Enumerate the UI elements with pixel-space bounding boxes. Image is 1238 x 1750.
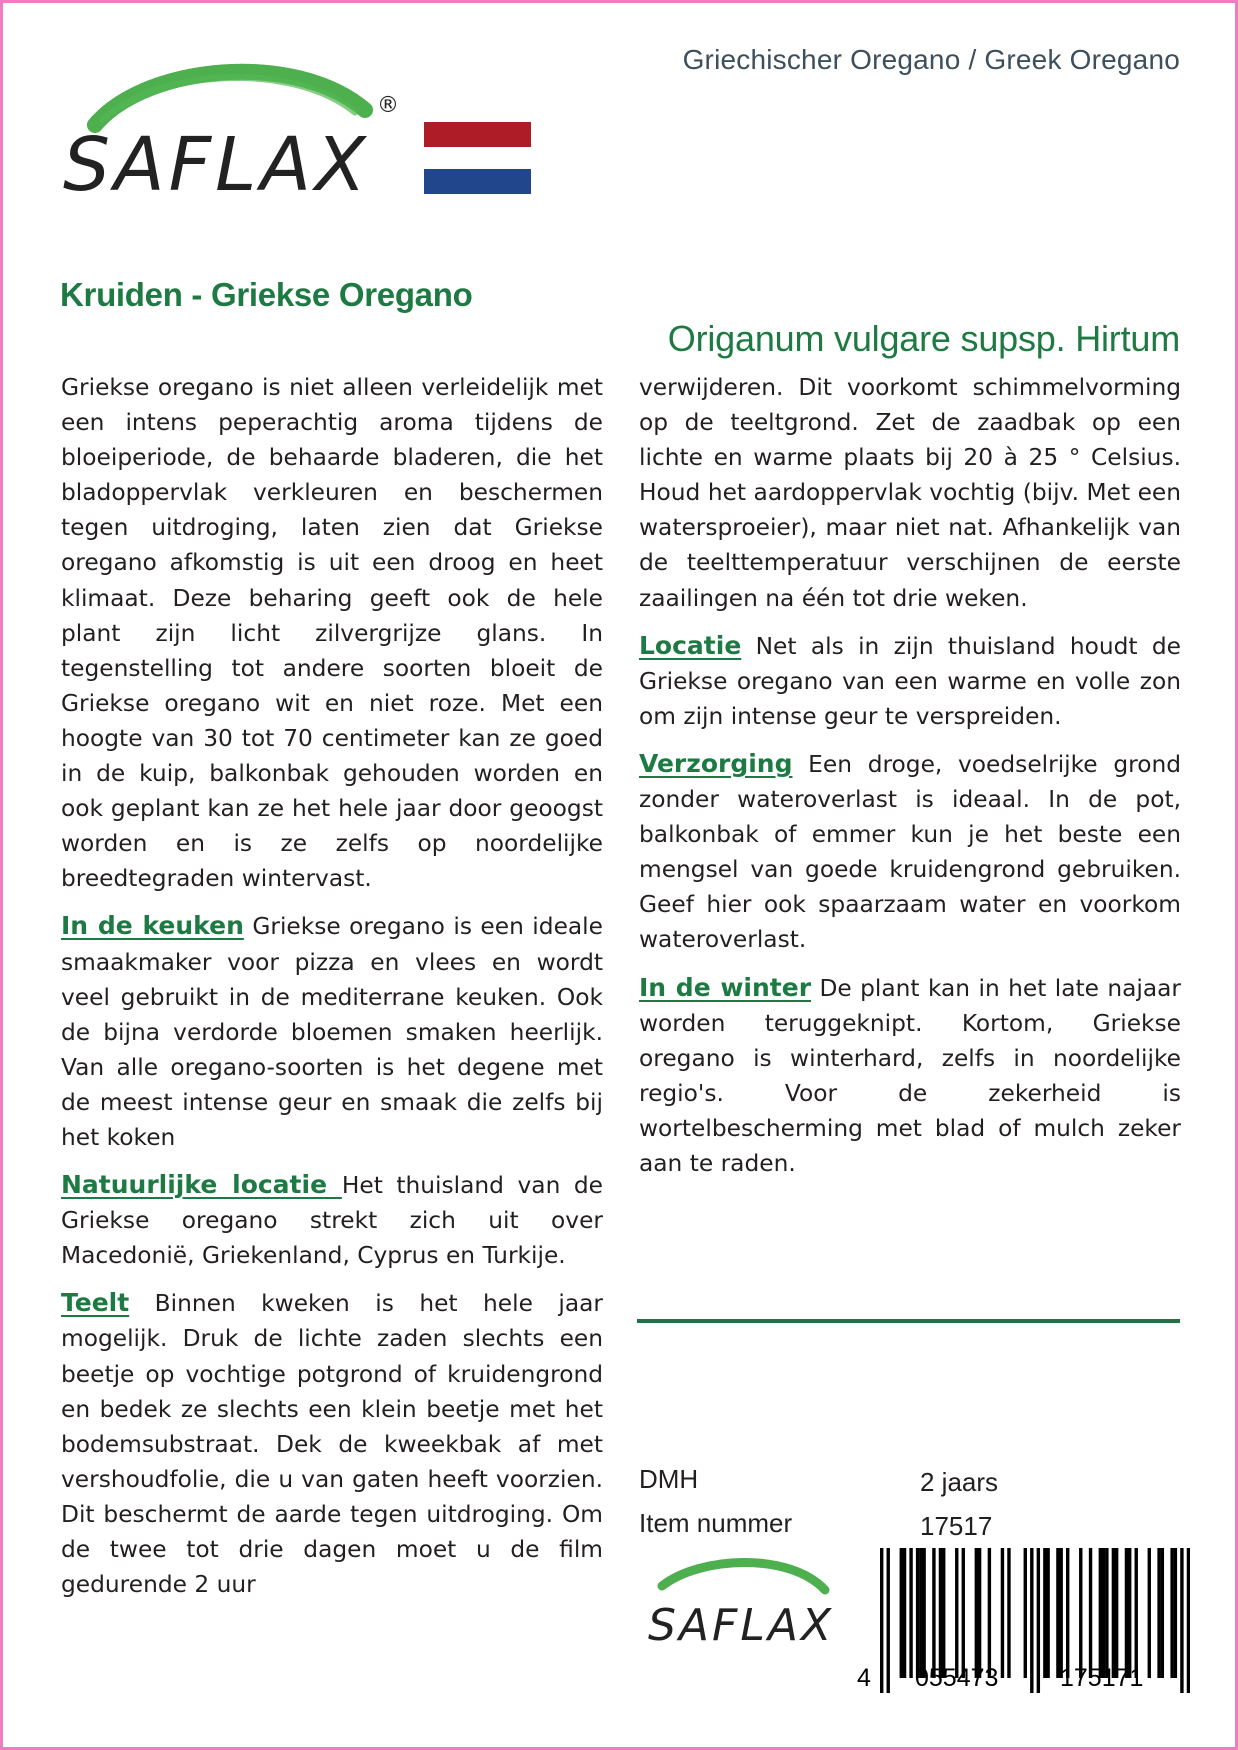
- barcode-bar: [1170, 1548, 1173, 1678]
- barcode-bar: [975, 1548, 978, 1678]
- barcode-bar: [1105, 1548, 1108, 1678]
- section-heading: In de keuken: [61, 911, 244, 941]
- barcode-bar: [1115, 1548, 1118, 1678]
- section-heading: Locatie: [639, 630, 742, 660]
- saflax-logo: [55, 40, 415, 210]
- logo-wordmark: SAFLAX: [648, 1600, 835, 1651]
- barcode-bar: [1148, 1548, 1151, 1678]
- barcode-bar: [916, 1548, 919, 1678]
- barcode-bar: [1059, 1548, 1062, 1678]
- section-text: Net als in zijn thuisland houdt de Griekse oregano van een warme en volle zon om zijn intense geur te verspreiden.: [639, 632, 1181, 730]
- barcode-bar: [1187, 1548, 1190, 1693]
- barcode-bar: [932, 1548, 935, 1678]
- barcode-bar: [1001, 1548, 1004, 1678]
- barcode-bar: [1030, 1548, 1033, 1693]
- barcode-bar: [1046, 1548, 1049, 1678]
- barcode-bar: [880, 1548, 883, 1693]
- section-winter: [639, 970, 1181, 1182]
- barcode-bar: [978, 1548, 981, 1678]
- right-column: [639, 370, 1181, 1193]
- barcode-bar: [1066, 1548, 1069, 1678]
- barcode-bar: [1056, 1548, 1059, 1678]
- section-location: [639, 628, 1181, 734]
- barcode-bar: [900, 1548, 903, 1678]
- barcode-bar: [955, 1548, 958, 1678]
- left-column: [61, 370, 603, 1614]
- logo-wordmark: SAFLAX: [63, 122, 370, 208]
- section-text: Het thuisland van de Griekse oregano strekt zich uit over Macedonië, Griekenland, Cyprus en Turkije.: [61, 1172, 603, 1270]
- section-text: De plant kan in het late najaar worden teruggeknipt. Kortom, Griekse oregano is winterhard, zelfs in noordelijke regio's. Voor de zekerheid is wortelbescherming met blad of mulch zeker aan te raden.: [639, 974, 1181, 1177]
- logo-swoosh: [662, 1563, 825, 1591]
- barcode-bar: [919, 1548, 922, 1678]
- barcode-bar: [909, 1548, 912, 1678]
- section-text: Een droge, voedselrijke grond zonder wateroverlast is ideaal. In de pot, balkonbak of emmer kun je het beste een mengsel van goede kruidengrond gebruiken. Geef hier ook spaarzaam water en voorkom wateroverlast.: [639, 750, 1181, 954]
- barcode-bar: [1079, 1548, 1082, 1678]
- item-number-label: Item nummer: [639, 1508, 793, 1538]
- barcode-bar: [887, 1548, 890, 1693]
- barcode-bar: [962, 1548, 965, 1678]
- barcode-bar: [939, 1548, 942, 1678]
- barcode-bar: [1007, 1548, 1010, 1678]
- barcode-bar: [1102, 1548, 1105, 1678]
- section-heading: Teelt: [61, 1288, 130, 1318]
- barcode-bar: [1128, 1548, 1131, 1678]
- section-divider: [637, 1319, 1180, 1323]
- barcode-bar: [1099, 1548, 1102, 1678]
- barcode-bar: [1180, 1548, 1183, 1693]
- barcode-bar: [1112, 1548, 1115, 1678]
- barcode-right-group: 175171: [1060, 1664, 1144, 1692]
- flag-white-stripe: [424, 147, 531, 169]
- barcode-first-digit: 4: [857, 1664, 871, 1692]
- section-cultivation: [61, 1285, 603, 1602]
- barcode-bar: [1037, 1548, 1040, 1693]
- section-text: Binnen kweken is het hele jaar mogelijk. Druk de lichte zaden slechts een beetje op vochtige potgrond of kruidengrond en bedek ze slechts een klein beetje met het bodemsubstraat. Dek de kweekbak af met vershoudfolie, die u van gaten heeft voorzien. Dit beschermt de aarde tegen uitdroging. Om de twee tot drie dagen moet u de film gedurende 2 uur: [61, 1290, 603, 1599]
- section-heading: Verzorging: [639, 748, 793, 778]
- header-title: Griechischer Oregano / Greek Oregano: [682, 44, 1180, 75]
- cultivation-continuation: verwijderen. Dit voorkomt schimmelvorming op de teeltgrond. Zet de zaadbak op een lichte en warme plaats bij 20 à 25 ° Celsius. Houd het aardoppervlak vochtig (bijv. Met een watersproeier), maar niet nat. Afhankelijk van de teelttemperatuur verschijnen de eerste zaailingen na één tot drie weken.: [639, 374, 1181, 612]
- section-heading: Natuurlijke locatie: [61, 1170, 342, 1200]
- section-kitchen: [61, 908, 603, 1155]
- intro-paragraph: Griekse oregano is niet alleen verleidelijk met een intens peperachtig aroma tijdens de bloeiperiode, de behaarde bladeren, die het bladoppervlak verkleuren en beschermen tegen uitdroging, laten zien dat Griekse oregano afkomstig is uit een droog en heet klimaat. Deze beharing geeft ook de hele plant zijn licht zilvergrijze glans. In tegenstelling tot andere soorten bloeit de Griekse oregano wit en niet roze. Met een hoogte van 30 tot 70 centimeter kan ze goed in de kuip, balkonbak gehouden worden en ook geplant kan ze het hele jaar door geoogst worden en is ze zelfs op noordelijke breedtegraden wintervast.: [61, 374, 603, 893]
- barcode-bar: [1043, 1548, 1046, 1678]
- barcode-bar: [1161, 1548, 1164, 1678]
- barcode-bar: [988, 1548, 991, 1678]
- barcode-left-group: 055473: [915, 1664, 999, 1692]
- section-text: Griekse oregano is een ideale smaakmaker voor pizza en vlees en wordt veel gebruikt in de mediterrane keuken. Ook de bijna verdorde bloemen smaken heerlijk. Van alle oregano-soorten is het degene met de meest intense geur en smaak die zelfs bij het koken: [61, 913, 603, 1151]
- barcode-bar: [1024, 1548, 1027, 1678]
- barcode-bar: [1157, 1548, 1160, 1678]
- registered-mark: ®: [377, 93, 399, 118]
- barcode-bar: [1174, 1548, 1177, 1678]
- latin-name: Origanum vulgare supsp. Hirtum: [667, 318, 1180, 359]
- dmh-value: 2 jaars: [920, 1467, 999, 1497]
- barcode-bar: [903, 1548, 906, 1678]
- saflax-logo-small: [640, 1548, 850, 1653]
- flag-blue-stripe: [424, 169, 531, 194]
- product-title: Kruiden - Griekse Oregano: [60, 276, 473, 313]
- item-number-value: 17517: [920, 1511, 993, 1541]
- flag-red-stripe: [424, 122, 531, 147]
- barcode-bar: [942, 1548, 945, 1678]
- barcode-bar: [922, 1548, 925, 1678]
- netherlands-flag: [424, 122, 531, 195]
- barcode-bar: [1135, 1548, 1138, 1678]
- barcode-bar: [1089, 1548, 1092, 1678]
- barcode-bar: [1125, 1548, 1128, 1678]
- dmh-label: DMH: [639, 1464, 699, 1494]
- section-heading: In de winter: [639, 972, 812, 1002]
- section-natural-location: [61, 1167, 603, 1273]
- section-care: [639, 746, 1181, 958]
